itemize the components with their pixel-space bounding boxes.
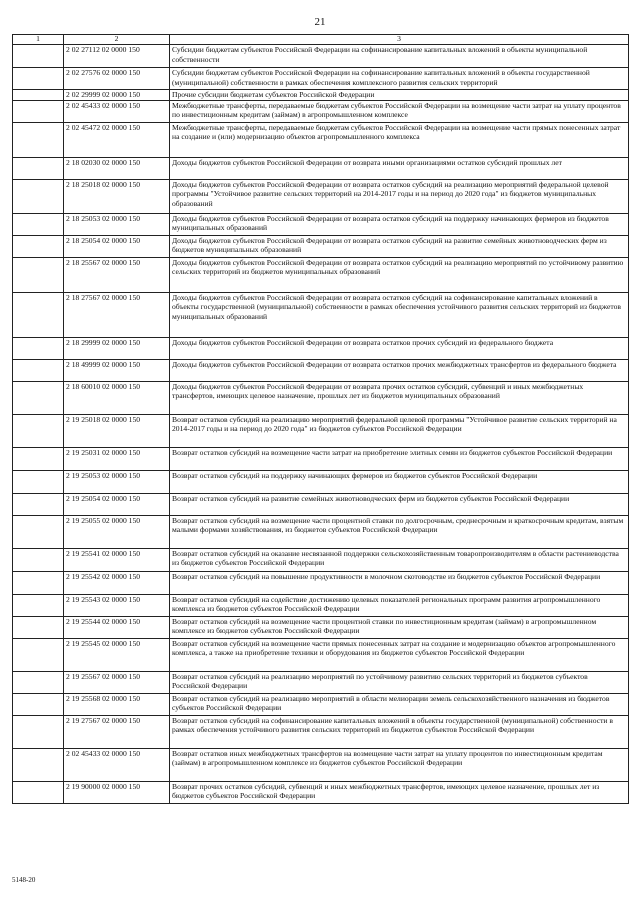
revenue-name: Возврат остатков субсидий на возмещение части процентной ставки по долгосрочным, среднесрочным и краткосрочным кредитам, взятым малыми формами хозяйствования, из бюджетов субъектов Российской Федерации (170, 515, 629, 548)
budget-classification-code: 2 02 29999 02 0000 150 (64, 90, 170, 101)
row-col-1 (13, 122, 64, 157)
revenue-name: Возврат прочих остатков субсидий, субвенций и иных межбюджетных трансфертов, имеющих целевое назначение, прошлых лет из бюджетов субъектов Российской Федерации (170, 781, 629, 803)
revenue-name: Возврат остатков иных межбюджетных трансфертов на возмещение части затрат на уплату процентов по инвестиционным кредитам (займам) в агропромышленном комплексе из бюджетов субъектов Российской Федерации (170, 748, 629, 781)
header-col-2: 2 (64, 35, 170, 45)
row-col-1 (13, 515, 64, 548)
table-row (13, 359, 629, 381)
row-col-1 (13, 594, 64, 616)
row-col-1 (13, 100, 64, 122)
budget-classification-code: 2 19 25054 02 0000 150 (64, 493, 170, 515)
revenue-name: Возврат остатков субсидий на возмещение части затрат на приобретение элитных семян из бюджетов субъектов Российской Федерации (170, 447, 629, 470)
table-row (13, 157, 629, 179)
row-col-1 (13, 447, 64, 470)
table-row (13, 381, 629, 414)
revenue-name: Возврат остатков субсидий на реализацию мероприятий федеральной целевой программы "Устойчивое развитие сельских территорий на 2014-2017 годы и на период до 2020 года" из бюджетов субъектов Российской Федерации (170, 414, 629, 447)
table-row (13, 45, 629, 68)
budget-classification-code: 2 18 49999 02 0000 150 (64, 359, 170, 381)
row-col-1 (13, 548, 64, 571)
row-col-1 (13, 638, 64, 671)
budget-classification-code: 2 19 25055 02 0000 150 (64, 515, 170, 548)
revenue-name: Доходы бюджетов субъектов Российской Федерации от возврата остатков прочих межбюджетных трансфертов из федерального бюджета (170, 359, 629, 381)
table-row (13, 548, 629, 571)
budget-classification-code: 2 19 25544 02 0000 150 (64, 616, 170, 638)
row-col-1 (13, 257, 64, 292)
table-row (13, 122, 629, 157)
budget-classification-code: 2 19 90000 02 0000 150 (64, 781, 170, 803)
budget-classification-code: 2 19 25542 02 0000 150 (64, 571, 170, 594)
revenue-name: Доходы бюджетов субъектов Российской Федерации от возврата прочих остатков субсидий, субвенций и иных межбюджетных трансфертов, имеющих целевое назначение, прошлых лет из бюджетов муниципальных образований (170, 381, 629, 414)
row-col-1 (13, 235, 64, 257)
table-row (13, 90, 629, 101)
revenue-name: Прочие субсидии бюджетам субъектов Российской Федерации (170, 90, 629, 101)
budget-classification-code: 2 19 25018 02 0000 150 (64, 414, 170, 447)
table-row (13, 179, 629, 213)
row-col-1 (13, 781, 64, 803)
revenue-name: Возврат остатков субсидий на повышение продуктивности в молочном скотоводстве из бюджетов субъектов Российской Федерации (170, 571, 629, 594)
budget-classification-code: 2 18 25567 02 0000 150 (64, 257, 170, 292)
row-col-1 (13, 493, 64, 515)
budget-classification-code: 2 02 45433 02 0000 150 (64, 748, 170, 781)
header-col-1: 1 (13, 35, 64, 45)
row-col-1 (13, 748, 64, 781)
row-col-1 (13, 381, 64, 414)
budget-classification-code: 2 18 27567 02 0000 150 (64, 292, 170, 337)
budget-classification-code: 2 19 25053 02 0000 150 (64, 470, 170, 493)
budget-classification-code: 2 18 29999 02 0000 150 (64, 337, 170, 359)
budget-classification-code: 2 02 27576 02 0000 150 (64, 68, 170, 90)
budget-classification-code: 2 18 25054 02 0000 150 (64, 235, 170, 257)
budget-classification-code: 2 19 25568 02 0000 150 (64, 693, 170, 715)
table-row (13, 693, 629, 715)
page-number: 21 (314, 16, 326, 28)
budget-classification-code: 2 19 25541 02 0000 150 (64, 548, 170, 571)
revenue-name: Возврат остатков субсидий на возмещение части процентной ставки по инвестиционным кредитам (займам) в агропромышленном комплексе из бюджетов субъектов Российской Федерации (170, 616, 629, 638)
revenue-codes-table (12, 34, 629, 804)
budget-classification-code: 2 19 25031 02 0000 150 (64, 447, 170, 470)
revenue-name: Возврат остатков субсидий на развитие семейных животноводческих ферм из бюджетов субъектов Российской Федерации (170, 493, 629, 515)
row-col-1 (13, 292, 64, 337)
budget-classification-code: 2 18 25053 02 0000 150 (64, 213, 170, 235)
revenue-name: Доходы бюджетов субъектов Российской Федерации от возврата остатков субсидий на поддержку начинающих фермеров из бюджетов муниципальных образований (170, 213, 629, 235)
budget-classification-code: 2 02 45433 02 0000 150 (64, 100, 170, 122)
table-row (13, 470, 629, 493)
revenue-name: Субсидии бюджетам субъектов Российской Федерации на софинансирование капитальных вложений в объекты государственной (муниципальной) собственности в рамках обеспечения комплексного развития сельских территорий (170, 68, 629, 90)
row-col-1 (13, 671, 64, 693)
row-col-1 (13, 68, 64, 90)
table-row (13, 594, 629, 616)
table-row (13, 638, 629, 671)
row-col-1 (13, 45, 64, 68)
row-col-1 (13, 470, 64, 493)
budget-classification-code: 2 19 25545 02 0000 150 (64, 638, 170, 671)
row-col-1 (13, 337, 64, 359)
table-row (13, 571, 629, 594)
row-col-1 (13, 90, 64, 101)
revenue-name: Субсидии бюджетам субъектов Российской Федерации на софинансирование капитальных вложений в объекты муниципальной собственности (170, 45, 629, 68)
table-row (13, 748, 629, 781)
revenue-name: Возврат остатков субсидий на содействие достижению целевых показателей региональных программ развития агропромышленного комплекса из бюджетов субъектов Российской Федерации (170, 594, 629, 616)
revenue-name: Доходы бюджетов субъектов Российской Федерации от возврата иными организациями остатков субсидий прошлых лет (170, 157, 629, 179)
revenue-name: Доходы бюджетов субъектов Российской Федерации от возврата остатков субсидий на реализацию мероприятий по устойчивому развитию сельских территорий из бюджетов муниципальных образований (170, 257, 629, 292)
table-row (13, 100, 629, 122)
table-row (13, 337, 629, 359)
revenue-name: Возврат остатков субсидий на поддержку начинающих фермеров из бюджетов субъектов Российской Федерации (170, 470, 629, 493)
table-row (13, 781, 629, 803)
table-row (13, 235, 629, 257)
table-row (13, 292, 629, 337)
row-col-1 (13, 157, 64, 179)
table-row (13, 414, 629, 447)
table-row (13, 257, 629, 292)
budget-classification-code: 2 18 60010 02 0000 150 (64, 381, 170, 414)
revenue-name: Возврат остатков субсидий на реализацию мероприятий по устойчивому развитию сельских территорий из бюджетов субъектов Российской Федерации (170, 671, 629, 693)
revenue-name: Возврат остатков субсидий на реализацию мероприятий в области мелиорации земель сельскохозяйственного назначения из бюджетов субъектов Российской Федерации (170, 693, 629, 715)
budget-classification-code: 2 02 27112 02 0000 150 (64, 45, 170, 68)
revenue-name: Межбюджетные трансферты, передаваемые бюджетам субъектов Российской Федерации на возмещение части затрат на уплату процентов по инвестиционным кредитам (займам) в агропромышленном комплексе (170, 100, 629, 122)
table-row (13, 671, 629, 693)
table-row (13, 493, 629, 515)
row-col-1 (13, 179, 64, 213)
revenue-name: Доходы бюджетов субъектов Российской Федерации от возврата остатков субсидий на реализацию мероприятий федеральной целевой программы "Устойчивое развитие сельских территорий на 2014-2017 годы и на период до 2020 года" из бюджетов муниципальных образований (170, 179, 629, 213)
table-row (13, 447, 629, 470)
budget-classification-code: 2 18 25018 02 0000 150 (64, 179, 170, 213)
table-row (13, 616, 629, 638)
header-col-3: 3 (170, 35, 629, 45)
revenue-name: Возврат остатков субсидий на возмещение части прямых понесенных затрат на создание и модернизацию объектов агропромышленного комплекса, а также на приобретение техники и оборудования из бюджетов субъектов Российской Федерации (170, 638, 629, 671)
revenue-name: Доходы бюджетов субъектов Российской Федерации от возврата остатков субсидий на развитие семейных животноводческих ферм из бюджетов муниципальных образований (170, 235, 629, 257)
budget-classification-code: 2 19 27567 02 0000 150 (64, 715, 170, 748)
revenue-name: Доходы бюджетов субъектов Российской Федерации от возврата остатков прочих субсидий из федерального бюджета (170, 337, 629, 359)
budget-classification-code: 2 19 25567 02 0000 150 (64, 671, 170, 693)
table-row (13, 515, 629, 548)
row-col-1 (13, 213, 64, 235)
document-footer-code: 5148-20 (12, 876, 36, 884)
budget-classification-code: 2 18 02030 02 0000 150 (64, 157, 170, 179)
revenue-name: Возврат остатков субсидий на оказание несвязанной поддержки сельскохозяйственным товаропроизводителям в области растениеводства из бюджетов субъектов Российской Федерации (170, 548, 629, 571)
table-header-row (13, 35, 629, 45)
row-col-1 (13, 616, 64, 638)
row-col-1 (13, 715, 64, 748)
revenue-name: Межбюджетные трансферты, передаваемые бюджетам субъектов Российской Федерации на возмещение части прямых понесенных затрат на создание и (или) модернизацию объектов агропромышленного комплекса (170, 122, 629, 157)
revenue-name: Возврат остатков субсидий на софинансирование капитальных вложений в объекты государственной (муниципальной) собственности в рамках обеспечения устойчивого развития сельских территорий из бюджетов субъектов Российской Федерации (170, 715, 629, 748)
row-col-1 (13, 414, 64, 447)
budget-classification-code: 2 19 25543 02 0000 150 (64, 594, 170, 616)
row-col-1 (13, 693, 64, 715)
table-body (13, 45, 629, 804)
budget-classification-code: 2 02 45472 02 0000 150 (64, 122, 170, 157)
table-row (13, 213, 629, 235)
table-row (13, 715, 629, 748)
table-row (13, 68, 629, 90)
row-col-1 (13, 359, 64, 381)
revenue-name: Доходы бюджетов субъектов Российской Федерации от возврата остатков субсидий на софинансирование капитальных вложений в объекты государственной (муниципальной) собственности в рамках обеспечения устойчивого развития сельских территорий из бюджетов муниципальных образований (170, 292, 629, 337)
row-col-1 (13, 571, 64, 594)
